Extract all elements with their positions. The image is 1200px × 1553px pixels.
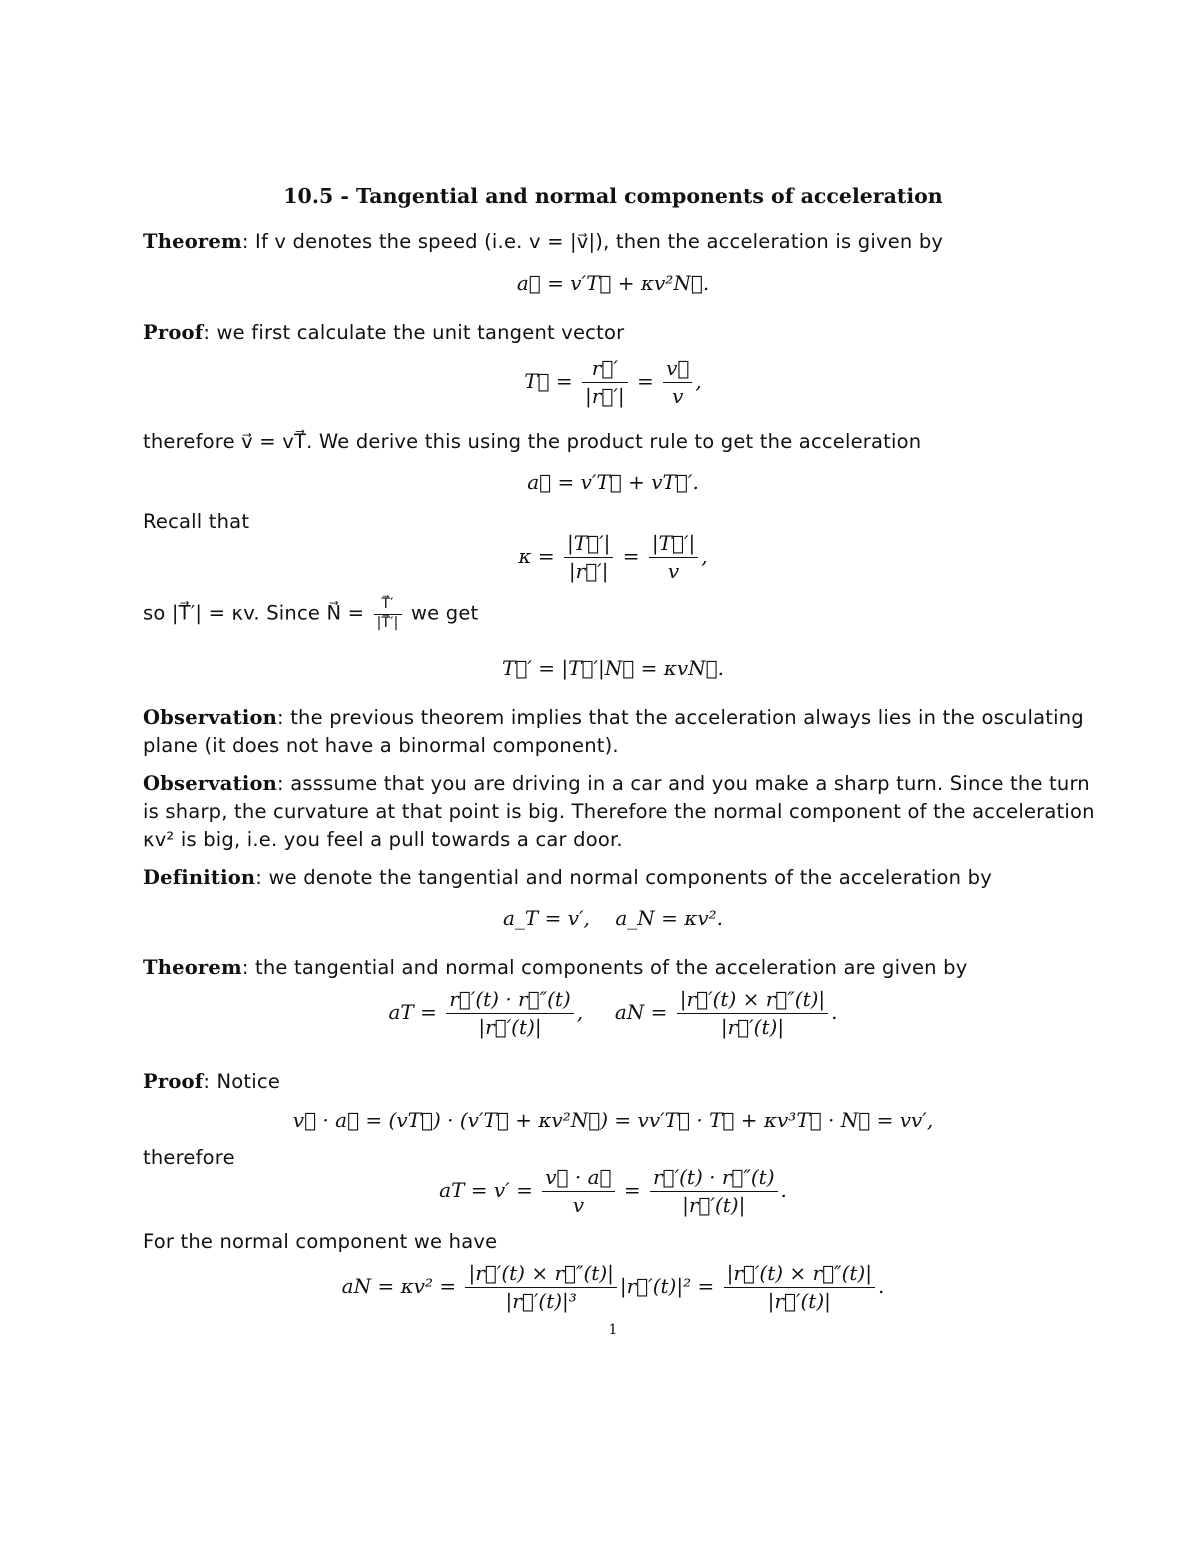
equation-dot-product: v⃗ · a⃗ = (vT⃗) · (v′T⃗ + κv²N⃗) = vv′T⃗ · T⃗ + κv³T⃗ · N⃗ = vv′, <box>292 1108 934 1132</box>
proof-2-text: : Notice <box>203 1070 281 1093</box>
proof-2-label: Proof <box>143 1070 204 1093</box>
recall-text: Recall that <box>143 510 250 533</box>
so-since-line <box>143 596 478 632</box>
eq-kappa-mid: = <box>622 544 640 568</box>
observation-1-text: : the previous theorem implies that the acceleration always lies in the osculating <box>277 706 1084 729</box>
thm2-aT-lhs: aT = <box>388 1000 437 1024</box>
eq-aT-f2-num: r⃗′(t) · r⃗″(t) <box>650 1164 778 1192</box>
eq-T-end: , <box>695 369 702 393</box>
equation-acceleration: a⃗ = v′T⃗ + vT⃗′. <box>527 470 699 494</box>
observation-1-line-2: plane (it does not have a binormal component). <box>143 734 619 757</box>
observation-2-line-2: is sharp, the curvature at that point is big. Therefore the normal component of the acceleration <box>143 800 1095 823</box>
eq-kappa-f1-num: |T⃗′| <box>564 530 613 558</box>
observation-2-line-1 <box>143 772 1090 795</box>
eq-aN-f2-num: |r⃗′(t) × r⃗″(t)| <box>724 1260 875 1288</box>
eq-aN-fraction-1 <box>465 1260 616 1315</box>
theorem-1-label: Theorem <box>143 230 242 253</box>
eq-kappa-fraction-2 <box>649 530 698 585</box>
thm2-aT-num: r⃗′(t) · r⃗″(t) <box>446 986 574 1014</box>
eq-T-f1-num: r⃗′ <box>582 355 628 383</box>
eq-T-f2-den: v <box>672 384 684 408</box>
eq-aN-f1-den: |r⃗′(t)|³ <box>505 1289 577 1313</box>
page-number: 1 <box>608 1322 618 1338</box>
eq-aT-mid: = <box>623 1178 641 1202</box>
theorem-2-formula <box>0 986 1200 1041</box>
therefore-text: therefore v⃗ = vT⃗. We derive this using the product rule to get the acceleration <box>143 430 922 453</box>
normal-component-text: For the normal component we have <box>143 1230 498 1253</box>
theorem-2-label: Theorem <box>143 956 242 979</box>
eq-T-lhs: T⃗ = <box>524 369 573 393</box>
theorem-2-text: : the tangential and normal components of the acceleration are given by <box>241 956 968 979</box>
eq-aN-lhs: aN = κv² = <box>341 1274 457 1298</box>
observation-1-line-1 <box>143 706 1084 729</box>
eq-aN-fraction-2 <box>724 1260 875 1315</box>
so-inline-fraction <box>374 596 402 632</box>
definition-formula: a_T = v′, a_N = κv². <box>502 906 724 930</box>
eq-aN-f2-den: |r⃗′(t)| <box>767 1289 831 1313</box>
eq-aT-fraction-2 <box>650 1164 778 1219</box>
eq-T-fraction-2 <box>663 355 692 410</box>
thm2-sep: , <box>576 1000 584 1024</box>
eq-kappa-f2-den: v <box>667 559 680 583</box>
eq-kappa-f1-den: |r⃗′| <box>568 559 609 583</box>
so-frac-den: |T⃗′| <box>376 614 399 631</box>
thm2-aN-lhs: aN = <box>614 1000 668 1024</box>
proof-2 <box>143 1070 280 1093</box>
eq-aN-f1-num: |r⃗′(t) × r⃗″(t)| <box>465 1260 616 1288</box>
eq-aN-mid: |r⃗′(t)|² = <box>619 1274 715 1298</box>
eq-T-f2-num: v⃗ <box>663 355 692 383</box>
eq-kappa-fraction-1 <box>564 530 613 585</box>
so-frac-num: T⃗′ <box>374 596 402 615</box>
equation-unit-tangent <box>0 355 1200 410</box>
theorem-1-text: : If v denotes the speed (i.e. v = |v⃗|), then the acceleration is given by <box>241 230 944 253</box>
equation-aN <box>0 1260 1200 1315</box>
page-title: 10.5 - Tangential and normal components of acceleration <box>283 184 943 208</box>
eq-aT-f1-num: v⃗ · a⃗ <box>542 1164 614 1192</box>
eq-aT-f2-den: |r⃗′(t)| <box>682 1193 746 1217</box>
definition <box>143 866 992 889</box>
equation-aT <box>0 1164 1200 1219</box>
observation-2-text: : asssume that you are driving in a car and you make a sharp turn. Since the turn <box>277 772 1090 795</box>
so-text-a: so |T⃗′| = κv. Since N⃗ = <box>143 601 365 625</box>
so-text-b: we get <box>411 601 479 625</box>
observation-1-label: Observation <box>143 706 278 729</box>
theorem-1 <box>143 230 943 253</box>
eq-T-mid: = <box>636 369 654 393</box>
eq-aT-f1-den: v <box>572 1193 585 1217</box>
eq-T-f1-den: |r⃗′| <box>585 384 625 408</box>
thm2-aN-fraction <box>677 986 828 1041</box>
thm2-end: . <box>831 1000 838 1024</box>
thm2-aN-num: |r⃗′(t) × r⃗″(t)| <box>677 986 828 1014</box>
eq-T-fraction-1 <box>582 355 628 410</box>
theorem-1-formula: a⃗ = v′T⃗ + κv²N⃗. <box>516 271 710 295</box>
eq-aT-fraction-1 <box>542 1164 614 1219</box>
thm2-aN-den: |r⃗′(t)| <box>720 1015 785 1039</box>
thm2-aT-den: |r⃗′(t)| <box>478 1015 542 1039</box>
definition-label: Definition <box>143 866 256 889</box>
observation-2-label: Observation <box>143 772 278 795</box>
proof-1 <box>143 321 624 344</box>
thm2-aT-fraction <box>446 986 574 1041</box>
theorem-2 <box>143 956 967 979</box>
eq-kappa-f2-num: |T⃗′| <box>649 530 698 558</box>
proof-1-text: : we first calculate the unit tangent vector <box>203 321 625 344</box>
equation-T-prime: T⃗′ = |T⃗′|N⃗ = κvN⃗. <box>502 656 724 680</box>
therefore-2: therefore <box>143 1146 235 1169</box>
eq-aT-lhs: aT = v′ = <box>439 1178 533 1202</box>
definition-text: : we denote the tangential and normal components of the acceleration by <box>255 866 992 889</box>
proof-1-label: Proof <box>143 321 204 344</box>
eq-aT-end: . <box>780 1178 787 1202</box>
eq-aN-end: . <box>877 1274 885 1298</box>
eq-kappa-end: , <box>701 544 708 568</box>
eq-kappa-lhs: κ = <box>518 544 555 568</box>
observation-2-line-3: κv² is big, i.e. you feel a pull towards a car door. <box>143 828 623 851</box>
equation-curvature <box>0 530 1200 585</box>
